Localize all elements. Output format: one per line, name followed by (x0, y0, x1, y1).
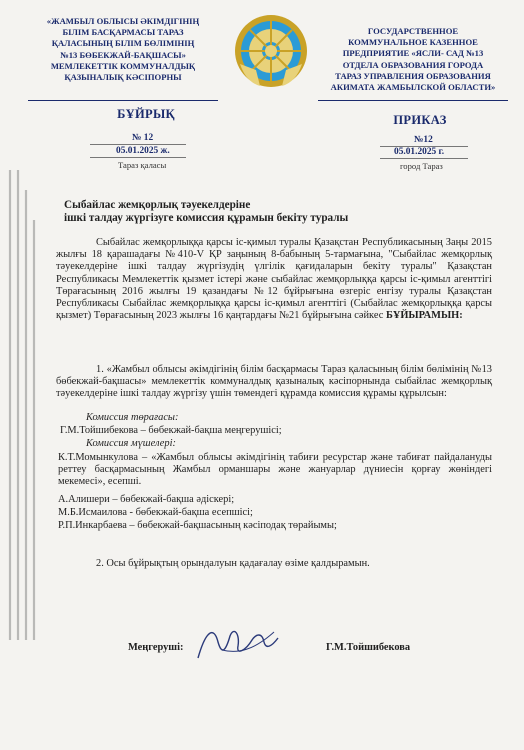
header-right-org-name (318, 26, 508, 93)
header-left-line: ҚАЗЫНАЛЫҚ КӘСІПОРНЫ (64, 72, 182, 83)
order-keyword: БҰЙЫРАМЫН: (385, 310, 463, 322)
city-ru: город Тараз (400, 161, 443, 171)
preamble-paragraph (56, 237, 492, 322)
handwritten-signature-icon (192, 620, 282, 668)
header-right-line: КОММУНАЛЬНОЕ КАЗЕННОЕ (348, 37, 478, 48)
members-label: Комиссия мүшелері: (86, 438, 176, 449)
header-rule-right (318, 100, 508, 101)
preamble-text: Сыбайлас жемқорлыққа қарсы іс-қимыл туралы Қазақстан Республикасының Заңы 2015 жылғы 18 қарашадағы №410-V ҚР заңының 8-бабының 5-тармағына, "Сыбайлас жемқорлық тәуекелдеріне ішкі талдау жүргізудің үлгілік қағидаларын бекіту туралы" Қазақстан Республикасы Мемлекеттік қызмет істері және сыбайлас жемқорлыққа қарсы іс-қимыл агенттігі Төрағасының 2016 жылғы 19 қазандағы №12 бұйрығына өзгеріс енгізу туралы Қазақстан Республикасы Сыбайлас жемқорлыққа қарсы іс-қимыл агенттігі (Сыбайлас жемқорлыққа қарсы қызмет) Төрағасының 2023 жылғы 16 қаңтардағы №21 бұйрығына сәйкес (56, 237, 492, 322)
title-line-2: ішкі талдау жүргізуге комиссия құрамын бекіту туралы (64, 212, 349, 225)
header-right-line: АКИМАТА ЖАМБЫЛСКОЙ ОБЛАСТИ» (330, 82, 496, 93)
side-margin-stamp-text (2, 160, 48, 650)
city-kz: Тараз қаласы (118, 160, 167, 170)
title-line-1: Сыбайлас жемқорлық тәуекелдеріне (64, 199, 251, 211)
signer-name: Г.М.Тойшибекова (326, 642, 411, 653)
number-kz: № 12 (132, 133, 154, 143)
member-4-entry: Р.П.Инкарбаева – бөбекжай-бақшасының кәсіподақ төрайымы; (58, 520, 337, 531)
member-1-entry: К.Т.Момынкулова – «Жамбыл облысы әкімдігінің табиғи ресурстар және табиғат пайдалануды реттеу басқармасының Жамбыл орманшары және жануарлар дүниесін қорғау жөніндегі мекемесі», есепші. (58, 452, 492, 488)
state-emblem-icon (232, 12, 310, 90)
header-left-line: МЕМЛЕКЕТТІК КОММУНАЛДЫҚ (50, 60, 196, 71)
member-2-entry: А.Алишери – бөбекжай-бақша әдіскері; (58, 494, 235, 505)
number-line-kz (90, 144, 186, 145)
item-1-paragraph: 1. «Жамбыл облысы әкімдігінің білім басқармасы Тараз қаласының білім бөлімінің №13 бөбекжай-бақшасы» мемлекеттік коммуналдық қазыналық кәсіпорнында сыбайлас жемқорлық тәуекелдеріне ішкі талдау жүргізу үшін төмендегі құрамда комиссия құрамы құрылсын: (56, 364, 492, 400)
date-line-kz (90, 157, 186, 158)
chair-entry: Г.М.Тойшибекова – бөбекжай-бақша меңгерушісі; (60, 425, 282, 436)
doc-type-kz: БҰЙРЫҚ (117, 107, 175, 121)
header-right-line: ОТДЕЛА ОБРАЗОВАНИЯ ГОРОДА (342, 59, 484, 70)
date-ru: 05.01.2025 г. (394, 147, 445, 157)
header-left-line: «ЖАМБЫЛ ОБЛЫСЫ ӘКІМДІГІНІҢ (46, 16, 200, 26)
signer-label: Меңгеруші: (128, 642, 184, 653)
header-left-line: БІЛІМ БАСҚАРМАСЫ ТАРАЗ (62, 27, 184, 38)
date-kz: 05.01.2025 ж. (116, 146, 170, 156)
header-right-line: ГОСУДАРСТВЕННОЕ (367, 26, 459, 36)
date-line-ru (380, 158, 468, 159)
member-3-entry: М.Б.Исмаилова - бөбекжай-бақша есепшісі; (58, 507, 253, 518)
header-right-line: ПРЕДПРИЯТИЕ «ЯСЛИ- САД №13 (342, 48, 484, 59)
item-2-paragraph: 2. Осы бұйрықтың орындалуын қадағалау өзіме қалдырамын. (96, 558, 370, 569)
header-right-line: ТАРАЗ УПРАВЛЕНИЯ ОБРАЗОВАНИЯ (335, 70, 491, 81)
chair-label: Комиссия төрағасы: (86, 412, 179, 423)
document-title (64, 199, 424, 226)
header-left-org-name (28, 16, 218, 83)
header-left-line: №13 БӨБЕКЖАЙ-БАҚШАСЫ» (60, 49, 186, 60)
number-ru: №12 (414, 135, 433, 145)
doc-type-ru: ПРИКАЗ (393, 113, 447, 127)
header-left-line: ҚАЛАСЫНЫҢ БІЛІМ БӨЛІМІНІҢ (51, 38, 195, 49)
header-rule-left (28, 100, 218, 101)
